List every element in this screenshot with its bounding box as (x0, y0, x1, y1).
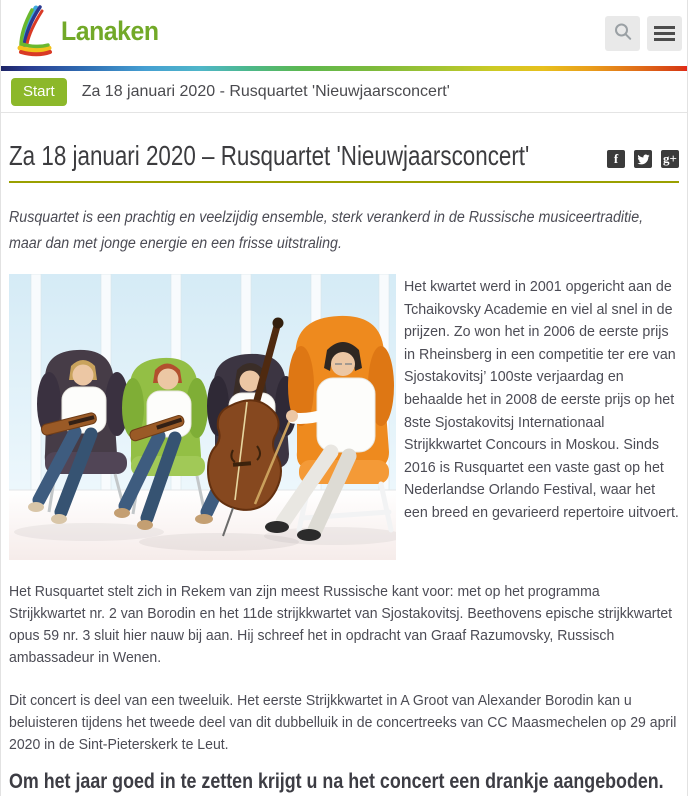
lanaken-logo-icon (11, 2, 55, 65)
lanaken-logo[interactable] (11, 2, 167, 65)
article-paragraph-2: Het Rusquartet stelt zich in Rekem van zijn meest Russische kant voor: met op het programma Strijkkwartet nr. 2 van Borodin en het 11de strijkkwartet van Sjostakovitsj. Beethovens epische strijkkwartet opus 59 nr. 3 sluit hier nauw bij aan. Hij schreef het in opdracht van Graaf Razumovsky, Russisch ambassadeur in Wenen. (9, 584, 673, 666)
page-title: Za 18 januari 2020 – Rusquartet 'Nieuwjaarsconcert' (9, 140, 530, 171)
search-icon (612, 21, 634, 46)
menu-button[interactable] (647, 16, 682, 51)
site-title: Lanaken (61, 15, 159, 46)
twitter-share-icon[interactable] (634, 150, 652, 168)
quartet-photo (9, 274, 396, 560)
title-underline (9, 181, 679, 183)
facebook-share-icon[interactable]: f (607, 150, 625, 168)
breadcrumb (1, 71, 687, 113)
share-buttons (607, 150, 679, 168)
media-row (9, 274, 679, 560)
breadcrumb-current-page: Za 18 januari 2020 - Rusquartet 'Nieuwjaarsconcert' (81, 82, 450, 100)
search-button[interactable] (605, 16, 640, 51)
header-actions (605, 16, 682, 51)
breadcrumb-start-button[interactable]: Start (11, 78, 67, 106)
site-header (1, 0, 687, 66)
article-paragraph-3: Dit concert is deel van een tweeluik. Het eerste Strijkkwartet in A Groot van Alexander Borodin kan u beluisteren tijdens het tweede deel van dit dubbelluik in de concertreeks van CC Maasmechelen op 29 april 2020 in de Sint-Pieterskerk te Leut. (9, 693, 677, 753)
googleplus-share-icon[interactable]: g+ (661, 150, 679, 168)
article-intro: Rusquartet is een prachtig en veelzijdig ensemble, sterk verankerd in de Russische musiceertraditie, maar dan met jonge energie en een frisse uitstraling. (9, 209, 644, 252)
title-row (9, 140, 679, 176)
hamburger-menu-icon (654, 26, 675, 41)
article (1, 140, 687, 794)
article-closing-highlight: Om het jaar goed in te zetten krijgt u na het concert een drankje aangeboden. (9, 770, 664, 793)
article-paragraph-1: Het kwartet werd in 2001 opgericht aan de Tchaikovsky Academie en viel al snel in de prijzen. Zo won het in 2006 de eerste prijs in Rheinsberg in een competitie ter ere van Sjostakovitsj’ 100ste verjaardag en behaalde het in 2008 de eerste prijs op het 8ste Sjostakovitsj Internationaal Strijkkwartet Concours in Moskou. Sinds 2016 is Rusquartet een vaste gast op het Nederlandse Orlando Festival, waar het een breed en gevarieerd repertoire uitvoert. (404, 278, 679, 521)
